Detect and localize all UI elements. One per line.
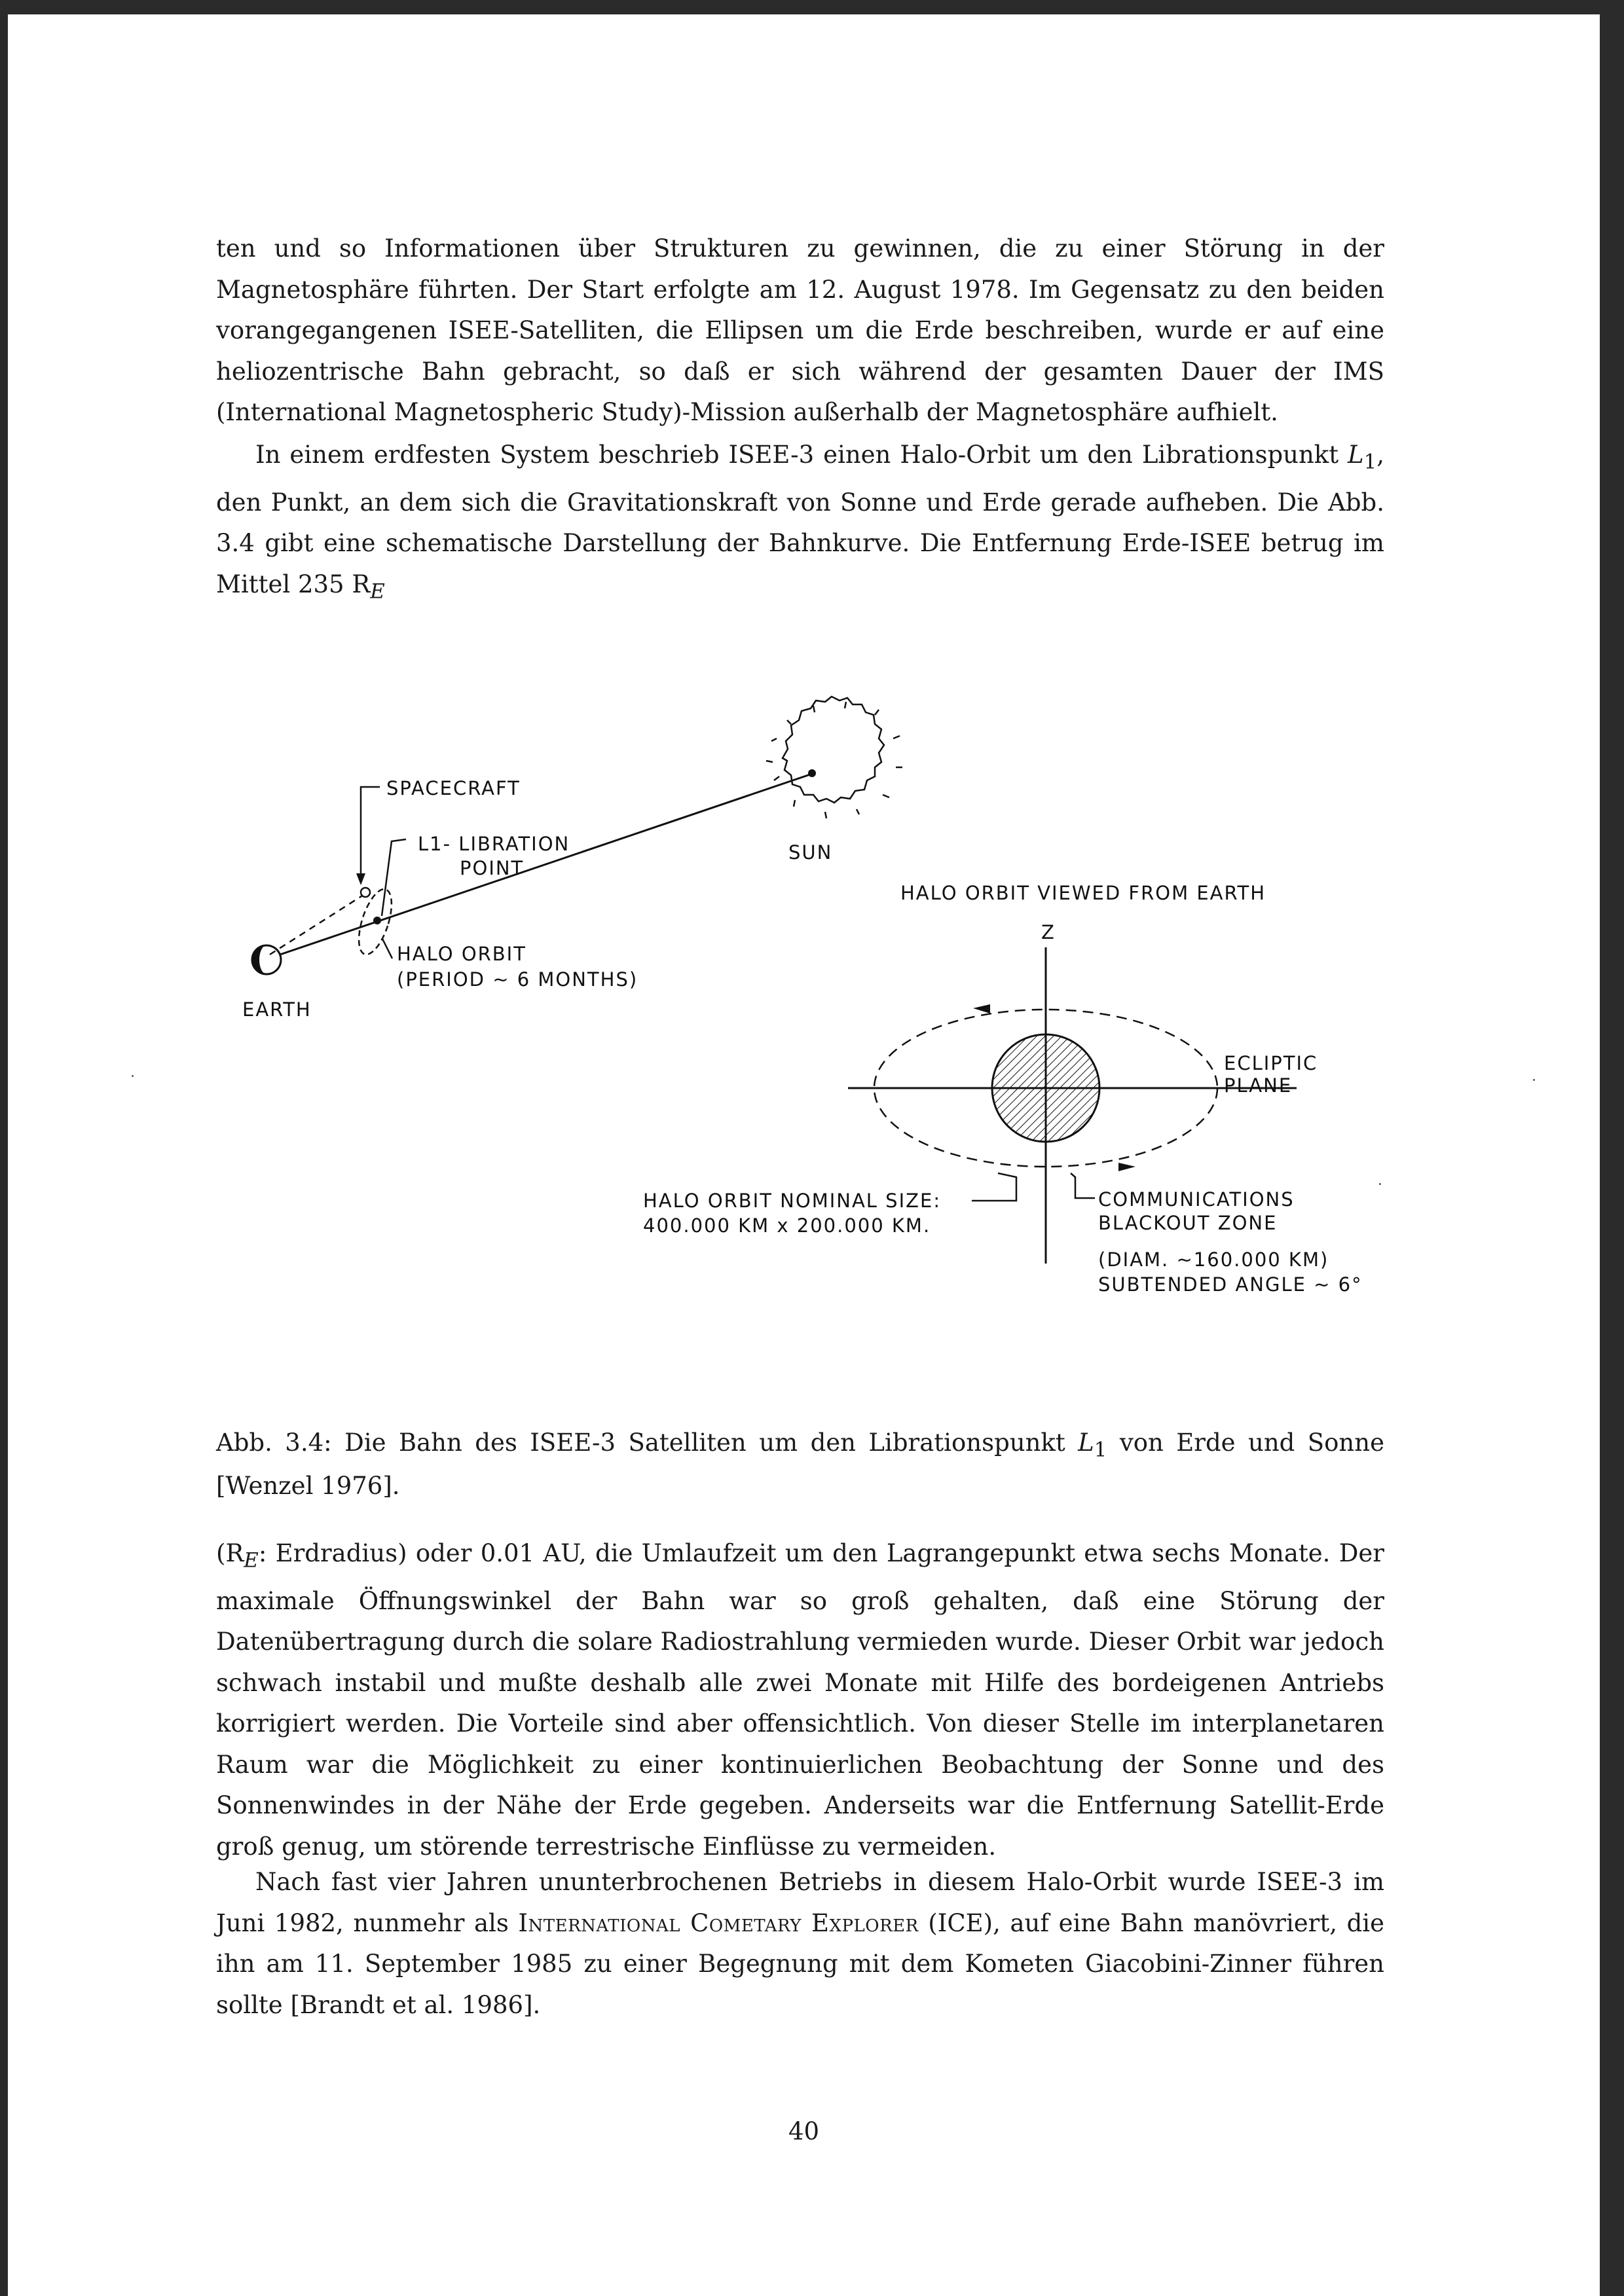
scan-speck	[1379, 1183, 1381, 1185]
document-page	[8, 14, 1600, 2296]
page-number: 40	[788, 2117, 820, 2145]
spacecraft-icon	[361, 888, 370, 897]
libration-label-line1: L1- LIBRATION	[418, 833, 570, 855]
ice-mission-name: International Cometary Explorer	[518, 1908, 919, 1937]
paragraph-3-open-paren: (	[216, 1539, 226, 1567]
spacecraft-label: SPACECRAFT	[386, 777, 521, 799]
paragraph-3-text: : Erdradius) oder 0.01 AU, die Umlaufzeit um den Lagrangepunkt etwa sechs Monate. Der maximale Öffnungswinkel der Bahn war so groß gehalten, daß eine Störung der Datenübertragung durch die solare Radiostrahlung vermieden wurde. Dieser Orbit war jedoch schwach instabil und mußte deshalb alle zwei Monate mit Hilfe des bordeigenen Antriebs korrigiert werden. Die Vorteile sind aber offensichtlich. Von dieser Stelle im interplanetaren Raum war die Möglichkeit zu einer kontinuierlichen Beobachtung der Sonne und des Sonnenwindes in der Nähe der Erde gegeben. Anderseits war die Entfernung Satellit-Erde groß genug, um störende terrestrische Einflüsse zu vermeiden.	[216, 1539, 1384, 1861]
earth-radius-subscript: E	[370, 579, 385, 604]
halo-orbit-figure	[8, 14, 1600, 1389]
spacecraft-leader	[361, 787, 380, 875]
libration-point-dot	[373, 917, 381, 924]
sun-icon	[766, 697, 902, 818]
nominal-size-line1: HALO ORBIT NOMINAL SIZE:	[643, 1190, 942, 1212]
libration-symbol: L	[1348, 441, 1364, 469]
scan-speck	[132, 1075, 134, 1077]
paragraph-3-radius-subscript: E	[244, 1548, 259, 1573]
paragraph-2-text-a: In einem erdfesten System beschrieb ISEE-3 einen Halo-Orbit um den Librationspunkt	[255, 441, 1348, 469]
paragraph-4-text-b: (ICE), auf eine Bahn manövriert, die ihn am 11. September 1985 zu einer Begegnung mit dem Kometen Giacobini-Zinner führen sollte [Brandt et al. 1986].	[216, 1908, 1384, 2019]
halo-period-label: (PERIOD ~ 6 MONTHS)	[397, 968, 638, 991]
nominal-size-leader	[972, 1173, 1016, 1201]
figure-caption	[216, 1425, 1384, 1504]
paragraph-4	[216, 1862, 1384, 2026]
nominal-size-line2: 400.000 KM x 200.000 KM.	[643, 1214, 931, 1237]
caption-libration-subscript: 1	[1094, 1438, 1107, 1462]
halo-orbit-label: HALO ORBIT	[397, 943, 526, 965]
ecliptic-label-line1: ECLIPTIC	[1224, 1052, 1318, 1074]
blackout-zone-disk	[992, 1034, 1099, 1142]
earth-label: EARTH	[242, 998, 312, 1021]
libration-label-line2: POINT	[460, 857, 525, 879]
subtended-angle-label: SUBTENDED ANGLE ~ 6°	[1098, 1273, 1363, 1296]
earth-radius-symbol: R	[352, 570, 371, 598]
earth-icon	[252, 945, 281, 974]
blackout-line2: BLACKOUT ZONE	[1098, 1212, 1278, 1234]
libration-subscript: 1	[1363, 450, 1377, 474]
earth-sun-line	[268, 774, 812, 958]
libration-leader	[382, 839, 406, 916]
paragraph-3	[216, 1533, 1384, 1867]
scan-speck	[1533, 1079, 1535, 1081]
blackout-line1: COMMUNICATIONS	[1098, 1188, 1295, 1211]
paragraph-4-text-a: Nach fast vier Jahren ununterbrochenen Betriebs in diesem Halo-Orbit wurde ISEE-3 im Juni 1982, nunmehr als	[216, 1868, 1384, 1937]
caption-text-a: Abb. 3.4: Die Bahn des ISEE-3 Satelliten um den Librationspunkt	[216, 1429, 1079, 1457]
paragraph-2-text-b: , den Punkt, an dem sich die Gravitationskraft von Sonne und Erde gerade aufheben. Die Abb. 3.4 gibt eine schematische Darstellung der Bahnkurve. Die Entfernung Erde-ISEE betrug im Mittel 235	[216, 441, 1384, 598]
caption-text-b: von Erde und Sonne [Wenzel 1976].	[216, 1429, 1384, 1501]
view-title: HALO ORBIT VIEWED FROM EARTH	[900, 882, 1266, 904]
caption-libration-symbol: L	[1078, 1429, 1094, 1457]
sun-center-dot	[808, 769, 816, 777]
ecliptic-label-line2: PLANE	[1224, 1074, 1293, 1097]
paragraph-1: ten und so Informationen über Strukturen zu gewinnen, die zu einer Störung in der Magnetosphäre führten. Der Start erfolgte am 12. August 1978. Im Gegensatz zu den beiden vorangegangenen ISEE-Satelliten, die Ellipsen um die Erde beschreiben, wurde er auf eine heliozentrische Bahn gebracht, so daß er sich während der gesamten Dauer der IMS (International Magnetospheric Study)-Mission außerhalb der Magnetosphäre aufhielt.	[216, 234, 1384, 426]
paragraph-3-radius-symbol: R	[225, 1539, 244, 1567]
blackout-leader	[1071, 1173, 1095, 1198]
diameter-label: (DIAM. ~160.000 KM)	[1098, 1248, 1329, 1271]
z-axis-label: Z	[1041, 921, 1056, 943]
earth-spacecraft-dashed-line	[270, 895, 363, 955]
sun-label: SUN	[788, 841, 833, 864]
